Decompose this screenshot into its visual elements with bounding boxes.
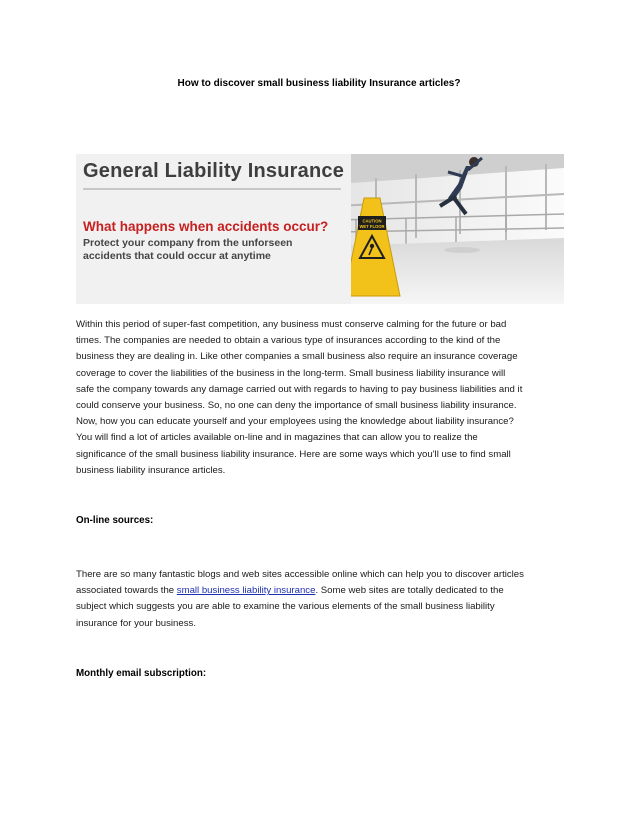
general-liability-banner-image [76,154,564,304]
banner-text-panel [76,154,351,304]
intro-paragraph [76,317,566,479]
intro-line: significance of the small business liability insurance. Here are some ways which you'll use to find small [76,448,511,460]
banner-description [83,237,343,263]
sign-text-wet-floor: WET FLOOR [359,224,385,229]
banner-heading: General Liability Insurance [83,160,345,182]
banner-description-line: Protect your company from the unforseen [83,237,293,249]
intro-line: business they are dealing in. Like other companies a small business also require an insurance coverage [76,351,518,363]
small-business-liability-insurance-link[interactable]: small business liability insurance [176,585,316,597]
intro-line: You will find a lot of articles available on-line and in magazines that can allow you to realize the [76,432,478,444]
online-sources-text: associated towards the [76,585,177,597]
banner-description-line: accidents that could occur at anytime [83,250,271,262]
intro-line: safe the company towards any damage carried out with regards to having to pay business liabilities and it [76,383,523,395]
intro-line: business liability insurance articles. [76,464,226,476]
intro-line: times. The companies are needed to obtain a various type of insurances according to the kind of the [76,335,501,347]
document-title: How to discover small business liability Insurance articles? [177,78,461,89]
monthly-email-subscription-heading: Monthly email subscription: [76,668,207,679]
online-sources-text: . Some web sites are totally dedicated to the [315,585,504,597]
online-sources-paragraph [76,567,566,632]
intro-line: could conserve your business. So, no one can deny the importance of small business liability insurance. [76,400,517,412]
online-sources-line: There are so many fantastic blogs and web sites accessible online which can help you to discover articles [76,569,524,580]
online-sources-line [76,583,566,599]
banner-subheading: What happens when accidents occur? [83,219,329,234]
intro-line: Now, how you can educate yourself and your employees using the knowledge about liability insurance? [76,416,514,428]
intro-line: coverage to cover the liabilities of the business in the long-term. Small business liability insurance will [76,367,506,379]
online-sources-line: insurance for your business. [76,617,196,629]
online-sources-line: subject which suggests you are able to examine the various elements of the small business liability [76,601,495,613]
online-sources-heading: On-line sources: [76,515,154,526]
intro-line: Within this period of super-fast competition, any business must conserve calming for the future or bad [76,319,507,330]
banner-heading-divider [83,188,341,190]
sign-text-caution: CAUTION [362,218,382,224]
